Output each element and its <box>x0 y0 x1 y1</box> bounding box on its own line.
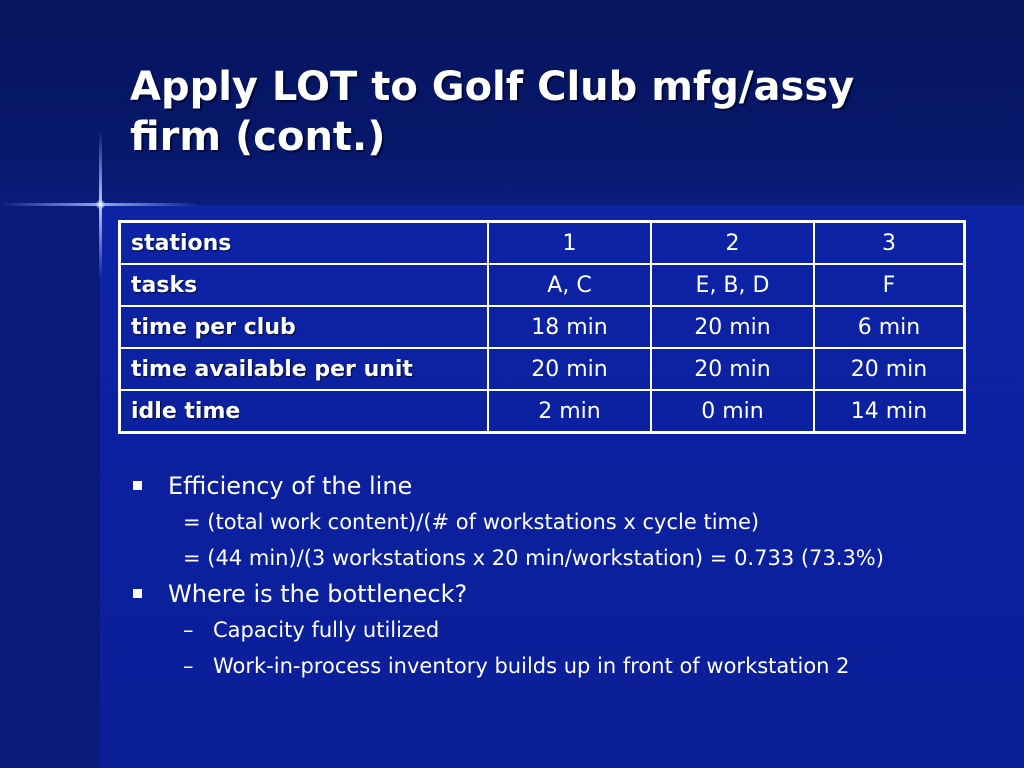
row-header-stations: stations <box>120 222 489 265</box>
slide-title: Apply LOT to Golf Club mfg/assy firm (cont.) <box>130 64 855 160</box>
table-cell: 20 min <box>488 348 651 390</box>
dash-bullet: – <box>183 654 194 678</box>
efficiency-formula-line <box>130 504 990 540</box>
table-cell: 14 min <box>814 390 965 433</box>
sub-bullet-capacity <box>130 612 990 648</box>
table-row-time-available <box>120 348 965 390</box>
bullet-efficiency <box>130 468 990 504</box>
table-cell: 3 <box>814 222 965 265</box>
table-row-time-per-club <box>120 306 965 348</box>
efficiency-formula-text: = (total work content)/(# of workstations x cycle time) <box>183 510 760 534</box>
table-cell: A, C <box>488 264 651 306</box>
bullet-list <box>130 468 990 684</box>
table-cell: 2 min <box>488 390 651 433</box>
table-cell: 6 min <box>814 306 965 348</box>
row-header-idle-time: idle time <box>120 390 489 433</box>
bullet-efficiency-label: Efficiency of the line <box>168 472 413 500</box>
efficiency-calculation-line <box>130 540 990 576</box>
table-row-tasks <box>120 264 965 306</box>
row-header-time-per-club: time per club <box>120 306 489 348</box>
table-cell: F <box>814 264 965 306</box>
dash-bullet: – <box>183 618 194 642</box>
table-cell: 20 min <box>814 348 965 390</box>
square-bullet-icon <box>133 589 142 598</box>
row-header-time-available: time available per unit <box>120 348 489 390</box>
table-row-idle-time <box>120 390 965 433</box>
row-header-tasks: tasks <box>120 264 489 306</box>
decorative-sparkle-center <box>96 200 105 209</box>
sub-bullet-capacity-text: Capacity fully utilized <box>213 618 440 642</box>
table-cell: 1 <box>488 222 651 265</box>
efficiency-calculation-text: = (44 min)/(3 workstations x 20 min/workstation) = 0.733 (73.3%) <box>183 546 884 570</box>
table-cell: 20 min <box>651 348 814 390</box>
table-cell: E, B, D <box>651 264 814 306</box>
bullet-bottleneck <box>130 576 990 612</box>
table-cell: 0 min <box>651 390 814 433</box>
table-cell: 20 min <box>651 306 814 348</box>
square-bullet-icon <box>133 481 142 490</box>
sub-bullet-wip-text: Work-in-process inventory builds up in front of workstation 2 <box>213 654 850 678</box>
sub-bullet-wip <box>130 648 990 684</box>
station-table <box>118 220 966 434</box>
table-cell: 2 <box>651 222 814 265</box>
table-cell: 18 min <box>488 306 651 348</box>
bullet-bottleneck-label: Where is the bottleneck? <box>168 580 468 608</box>
table-row-stations <box>120 222 965 265</box>
